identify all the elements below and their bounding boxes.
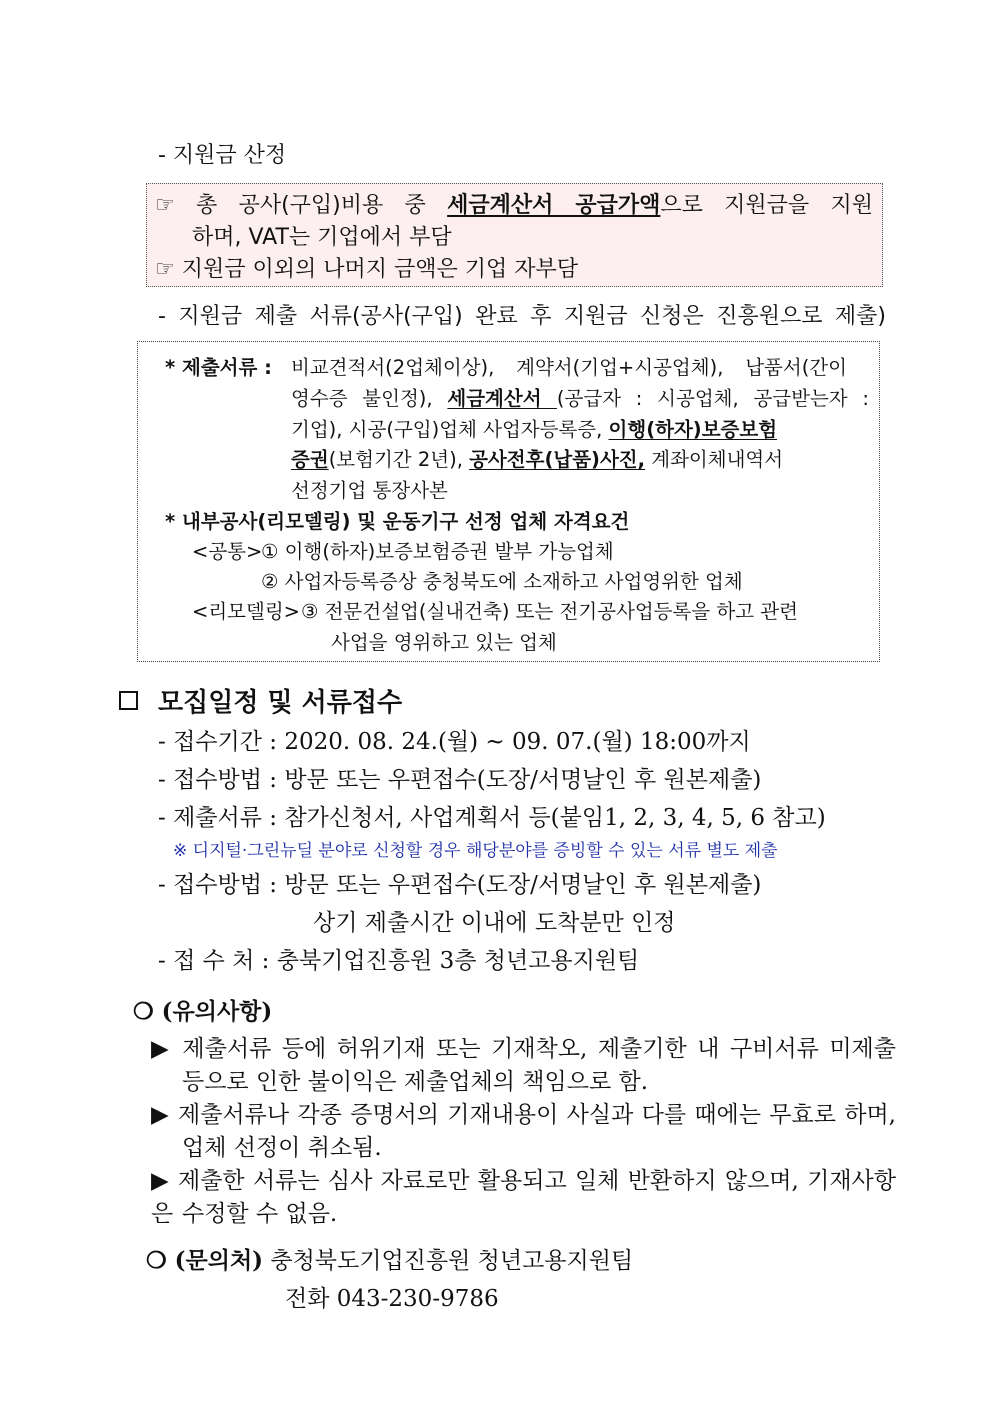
caution-2b: 업체 선정이 취소됨. <box>182 1135 382 1161</box>
qualification-3a: ③ 전문건설업(실내건축) 또는 전기공사업등록을 하고 관련 <box>301 600 798 623</box>
period-line: - 접수기간 : 2020. 08. 24.(월) ~ 09. 07.(월) 18:00까지 <box>158 729 751 755</box>
docs-line-3: 기업), 시공(구입)업체 사업자등록증, 이행(하자)보증보험 <box>291 418 778 441</box>
docs-line: - 제출서류 : 참가신청서, 사업계획서 등(붙임1, 2, 3, 4, 5, 6 참고) <box>158 805 826 831</box>
method-line-2-cont: 상기 제출시간 이내에 도착분만 인정 <box>313 910 676 936</box>
guarantee-insurance-emphasis: 이행(하자)보증보험 <box>608 418 778 441</box>
caution-3a: ▶ 제출한 서류는 심사 자료로만 활용되고 일체 반환하지 않으며, 기재사항은 <box>151 1168 896 1227</box>
photo-emphasis: 공사전후(납품)사진, <box>469 448 646 471</box>
docs-line-5: 선정기업 통장사본 <box>291 479 448 502</box>
qualification-2: ② 사업자등록증상 충청북도에 소재하고 사업영위한 업체 <box>261 570 743 593</box>
qualification-1: ① 이행(하자)보증보험증권 발부 가능업체 <box>261 540 614 563</box>
qualification-heading: * 내부공사(리모델링) 및 운동기구 선정 업체 자격요건 <box>165 510 630 533</box>
contact-label: ❍ (문의처) <box>146 1247 264 1274</box>
method-line-1: - 접수방법 : 방문 또는 우편접수(도장/서명날인 후 원본제출) <box>158 767 762 793</box>
docs-line-1: 비교견적서(2업체이상), 계약서(기업+시공업체), 납품서(간이 <box>291 356 847 379</box>
support-calc-heading: - 지원금 산정 <box>158 143 287 168</box>
remodel-label: <리모델링> <box>192 600 301 623</box>
docs-label: * 제출서류 : <box>165 356 272 379</box>
caution-1a: ▶ 제출서류 등에 허위기재 또는 기재착오, 제출기한 내 구비서류 미제출 <box>151 1036 896 1062</box>
docs-line-4: 증권(보험기간 2년), 공사전후(납품)사진, 계좌이체내역서 <box>291 448 784 471</box>
method-line-2: - 접수방법 : 방문 또는 우편접수(도장/서명날인 후 원본제출) <box>158 872 762 898</box>
section-checkbox-icon <box>119 691 138 710</box>
pink-box-line-1: ☞ 총 공사(구입)비용 중 세금계산서 공급가액으로 지원금을 지원 <box>155 193 873 218</box>
certificate-emphasis: 증권 <box>291 448 329 471</box>
contact-phone: 전화 043-230-9786 <box>285 1286 499 1312</box>
caution-2a: ▶ 제출서류나 각종 증명서의 기재내용이 사실과 다를 때에는 무효로 하며, <box>151 1102 896 1128</box>
contact-org: 충청북도기업진흥원 청년고용지원팀 <box>270 1248 634 1274</box>
contact-line <box>146 1242 633 1275</box>
qualification-3b: 사업을 영위하고 있는 업체 <box>331 631 557 654</box>
cautions-heading: ❍ (유의사항) <box>133 998 273 1025</box>
supply-value-emphasis: 세금계산서 공급가액 <box>447 193 661 218</box>
caution-1b: 등으로 인한 불이익은 제출업체의 책임으로 함. <box>182 1069 649 1095</box>
pink-box-line-3: ☞ 지원금 이외의 나머지 금액은 기업 자부담 <box>155 257 578 282</box>
tax-invoice-emphasis: 세금계산서 <box>447 387 557 410</box>
digital-green-note: ※ 디지털·그린뉴딜 분야로 신청할 경우 해당분야를 증빙할 수 있는 서류 별도 제출 <box>173 841 778 861</box>
caution-3b: 수정할 수 없음. <box>182 1201 338 1227</box>
common-label: <공통> <box>192 540 263 563</box>
section-title: 모집일정 및 서류접수 <box>158 688 403 718</box>
docs-line-2: 영수증 불인정), 세금계산서 (공급자 : 시공업체, 공급받는자 : <box>291 387 869 410</box>
place-line: - 접 수 처 : 충북기업진흥원 3층 청년고용지원팀 <box>158 948 640 974</box>
pink-box-line-2: 하며, VAT는 기업에서 부담 <box>192 225 452 250</box>
docs-heading: - 지원금 제출 서류(공사(구입) 완료 후 지원금 신청은 진흥원으로 제출) <box>158 304 886 329</box>
